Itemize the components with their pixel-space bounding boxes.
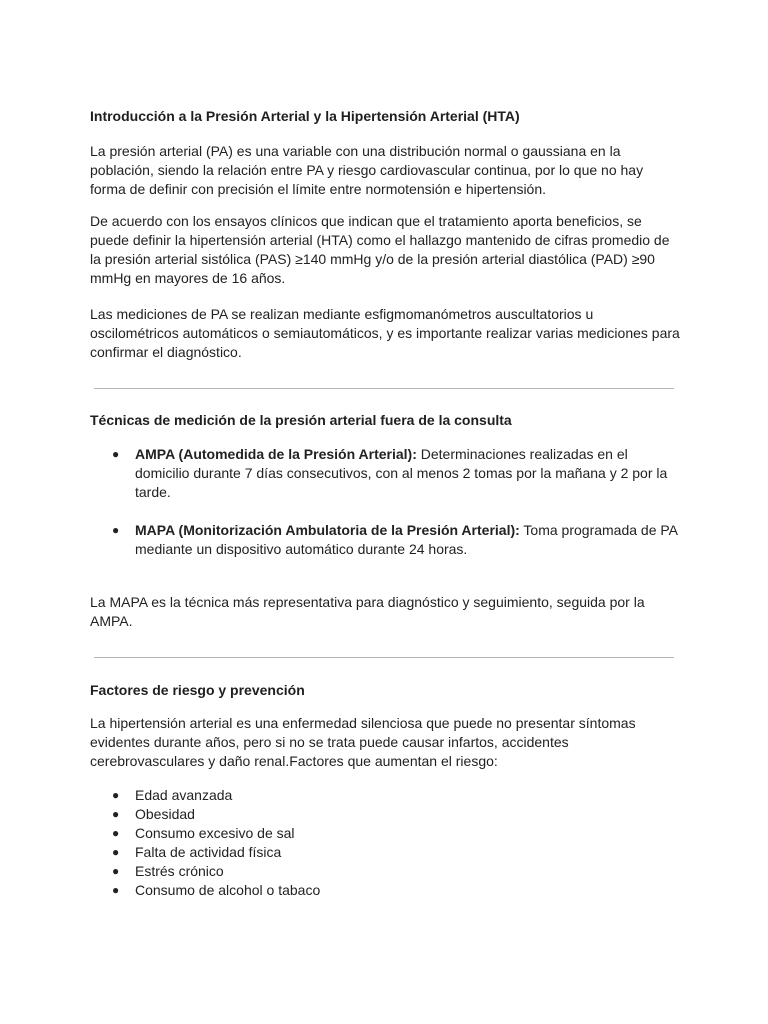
bullet-icon: ●: [112, 826, 120, 840]
bullet-icon: ●: [112, 788, 120, 802]
risk-factor-label: Estrés crónico: [135, 863, 224, 879]
bullet-icon: ●: [112, 864, 120, 878]
technique-item-ampa: [90, 445, 680, 502]
risk-factor-item: [90, 843, 680, 862]
risk-factor-label: Consumo de alcohol o tabaco: [135, 882, 321, 898]
technique-term: AMPA (Automedida de la Presión Arterial):: [135, 446, 417, 462]
risk-factor-item: [90, 824, 680, 843]
techniques-list-2: [90, 521, 680, 559]
technique-description: Toma programada de PA mediante un dispositivo automático durante 24 horas.: [135, 522, 678, 557]
section-divider-1: [94, 388, 674, 389]
paragraph-intro-1: La presión arterial (PA) es una variable con una distribución normal o gaussiana en la población, siendo la relación entre PA y riesgo cardiovascular continua, por lo que no hay forma de definir con precisión el límite entre normotensión e hipertensión.: [90, 143, 644, 197]
risk-factor-item: [90, 881, 680, 900]
technique-term: MAPA (Monitorización Ambulatoria de la Presión Arterial):: [135, 522, 520, 538]
risk-factors-list: [90, 786, 680, 900]
section-divider-2: [94, 657, 674, 658]
section-heading-intro: Introducción a la Presión Arterial y la Hipertensión Arterial (HTA): [90, 108, 520, 124]
technique-description: Determinaciones realizadas en el domicilio durante 7 días consecutivos, con al menos 2 tomas por la mañana y 2 por la tarde.: [135, 446, 668, 500]
paragraph-intro-3: Las mediciones de PA se realizan mediante esfigmomanómetros auscultatorios u oscilométricos automáticos o semiautomáticos, y es importante realizar varias mediciones para confirmar el diagnóstico.: [90, 306, 680, 360]
risk-factor-label: Edad avanzada: [135, 787, 233, 803]
paragraph-risk-intro: La hipertensión arterial es una enfermedad silenciosa que puede no presentar síntomas evidentes durante años, pero si no se trata puede causar infartos, accidentes cerebrovasculares y daño renal.Factores que aumentan el riesgo:: [90, 715, 636, 769]
bullet-icon: ●: [112, 447, 120, 461]
paragraph-techniques-conclusion: La MAPA es la técnica más representativa para diagnóstico y seguimiento, seguida por la AMPA.: [90, 594, 645, 629]
technique-item-mapa: [90, 521, 680, 559]
risk-factor-item: [90, 805, 680, 824]
paragraph-intro-2: De acuerdo con los ensayos clínicos que indican que el tratamiento aporta beneficios, se puede definir la hipertensión arterial (HTA) como el hallazgo mantenido de cifras promedio de la presión arterial sistólica (PAS) ≥140 mmHg y/o de la presión arterial diastólica (PAD) ≥90 mmHg en mayores de 16 años.: [90, 213, 670, 286]
risk-factor-label: Falta de actividad física: [135, 844, 282, 860]
section-heading-techniques: Técnicas de medición de la presión arterial fuera de la consulta: [90, 412, 512, 428]
risk-factor-label: Obesidad: [135, 806, 195, 822]
bullet-icon: ●: [112, 807, 120, 821]
bullet-icon: ●: [112, 523, 120, 537]
section-heading-risk-factors: Factores de riesgo y prevención: [90, 682, 305, 698]
risk-factor-item: [90, 862, 680, 881]
bullet-icon: ●: [112, 845, 120, 859]
risk-factor-label: Consumo excesivo de sal: [135, 825, 295, 841]
techniques-list: [90, 445, 680, 502]
bullet-icon: ●: [112, 883, 120, 897]
risk-factor-item: [90, 786, 680, 805]
